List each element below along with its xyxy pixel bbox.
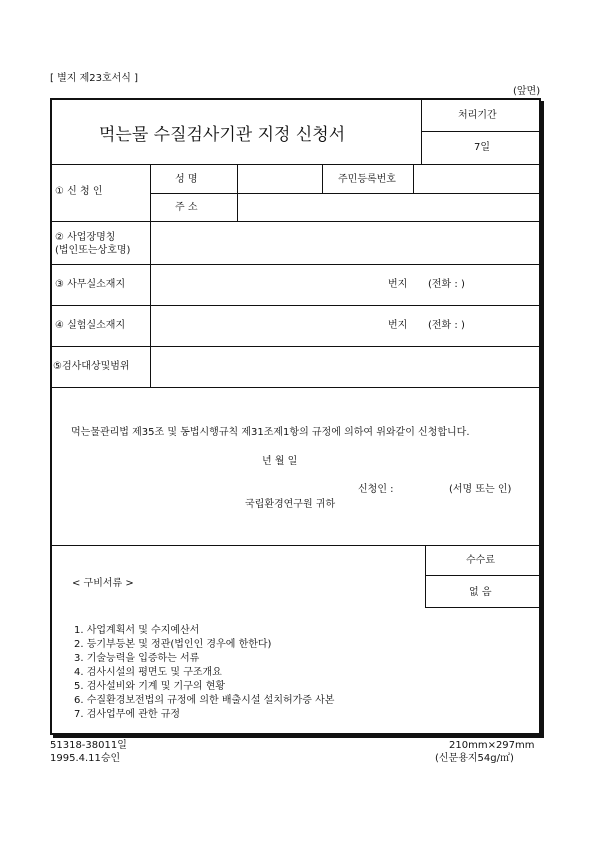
list-item: 4. 검사시설의 평면도 및 구조개요 — [74, 667, 222, 678]
line-applicant-mid — [150, 193, 540, 194]
list-item: 7. 검사업무에 관한 규정 — [74, 709, 181, 720]
lab-bunji-label: 번지 — [388, 320, 408, 331]
form-number: [ 별지 제23호서식 ] — [50, 73, 139, 84]
line-id-left — [322, 164, 323, 193]
business-name-label: ② 사업장명칭 — [55, 232, 116, 243]
fee-value: 없 음 — [469, 587, 492, 598]
required-documents-header: < 구비서류 > — [72, 578, 134, 589]
list-item: 3. 기술능력을 입증하는 서류 — [74, 653, 200, 664]
signature-note: (서명 또는 인) — [449, 484, 512, 495]
name-label: 성 명 — [175, 174, 198, 185]
resident-number-label: 주민등록번호 — [338, 174, 396, 185]
form-shadow-right — [541, 101, 544, 738]
form-code: 51318-38011일 — [50, 740, 127, 751]
line-after-statement — [52, 545, 540, 546]
fee-label: 수수료 — [466, 555, 495, 566]
processing-period-label: 처리기간 — [458, 110, 497, 121]
office-bunji-label: 번지 — [388, 279, 408, 290]
front-side-note: (앞면) — [513, 86, 541, 97]
line-after-office — [52, 305, 540, 306]
line-id-right — [413, 164, 414, 193]
list-item: 1. 사업계획서 및 수지예산서 — [74, 625, 200, 636]
line-after-title — [52, 164, 540, 165]
line-title-right — [421, 100, 422, 164]
line-after-scope — [52, 387, 540, 388]
inspection-scope-label: ⑤검사대상및범위 — [53, 361, 130, 372]
list-item: 5. 검사설비와 기계 및 기구의 현황 — [74, 681, 226, 692]
line-fee-left — [425, 545, 426, 607]
address-label: 주 소 — [175, 202, 198, 213]
lab-phone-label: (전화 : ) — [428, 320, 465, 331]
lab-location-label: ④ 실험실소재지 — [55, 320, 126, 331]
line-after-business — [52, 264, 540, 265]
line-after-lab — [52, 346, 540, 347]
line-fee-bottom — [425, 607, 540, 608]
list-item: 6. 수질환경보전법의 규정에 의한 배출시설 설치허가증 사본 — [74, 695, 335, 706]
application-statement: 먹는물관리법 제35조 및 동법시행규칙 제31조제1항의 규정에 의하여 위와같이 신청합니다. — [71, 427, 470, 438]
business-name-sublabel: (법인또는상호명) — [55, 245, 131, 256]
application-date: 년 월 일 — [262, 456, 298, 467]
list-item: 2. 등기부등본 및 정관(법인인 경우에 한한다) — [74, 639, 272, 650]
line-applicant-sub — [237, 164, 238, 221]
form-shadow-bottom — [53, 735, 544, 738]
addressee: 국립환경연구원 귀하 — [245, 499, 336, 510]
paper-size: 210mm×297mm — [449, 740, 535, 751]
line-fee-mid — [425, 575, 540, 576]
line-processing — [421, 131, 540, 132]
paper-type: (신문용지54g/㎡) — [435, 753, 514, 764]
office-phone-label: (전화 : ) — [428, 279, 465, 290]
approval-date: 1995.4.11승인 — [50, 753, 121, 764]
line-label-column — [150, 164, 151, 387]
line-after-applicant — [52, 221, 540, 222]
applicant-sign-label: 신청인 : — [358, 484, 394, 495]
applicant-label: ① 신 청 인 — [55, 186, 103, 197]
processing-period-value: 7일 — [474, 142, 491, 153]
form-title: 먹는물 수질검사기관 지정 신청서 — [99, 125, 346, 145]
office-location-label: ③ 사무실소재지 — [55, 279, 126, 290]
